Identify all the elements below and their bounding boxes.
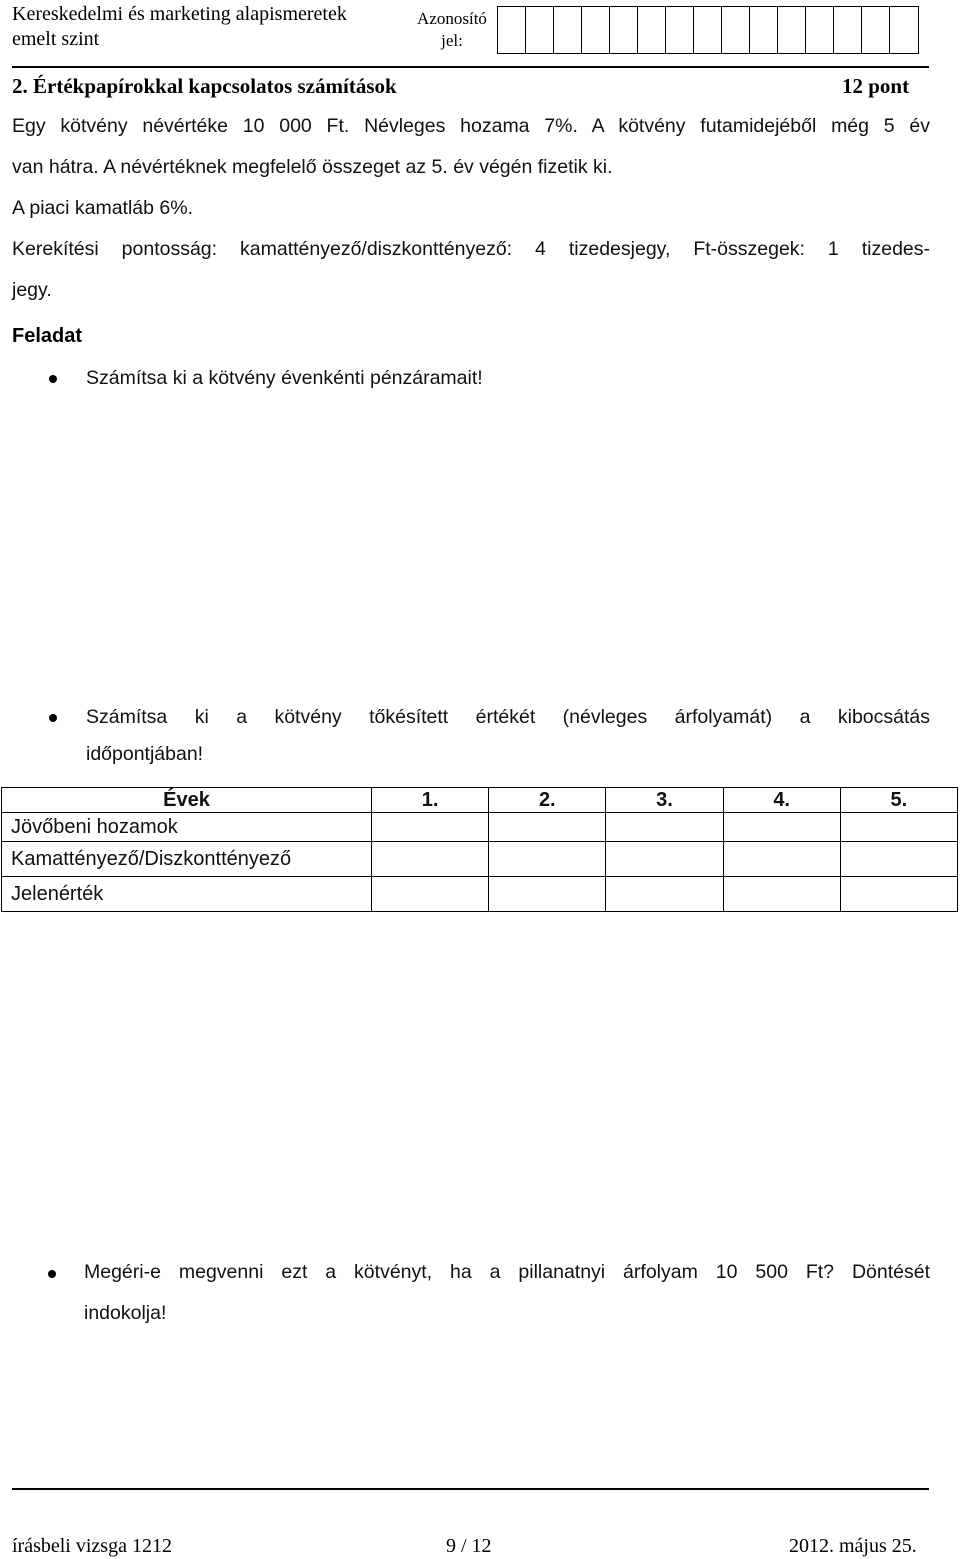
id-digit-box[interactable] (778, 7, 806, 53)
footer-page-number: 9 / 12 (446, 1535, 492, 1557)
year-header: 1. (372, 788, 489, 813)
footer-exam-code: írásbeli vizsga 1212 (12, 1535, 172, 1557)
statement-line: Kerekítési pontosság: kamattényező/diszkonttényező: 4 tizedesjegy, Ft-összegek: 1 tizedes- (12, 238, 930, 260)
bullet-icon (49, 714, 57, 722)
id-code-boxes (497, 6, 919, 54)
id-digit-box[interactable] (862, 7, 890, 53)
exam-level: emelt szint (12, 28, 100, 50)
id-digit-box[interactable] (610, 7, 638, 53)
year-header: 5. (840, 788, 957, 813)
id-digit-box[interactable] (694, 7, 722, 53)
id-label-line2: jel: (441, 31, 463, 50)
bullet-icon (48, 1270, 56, 1278)
id-digit-box[interactable] (834, 7, 862, 53)
table-row (2, 842, 958, 877)
task-1: Számítsa ki a kötvény évenkénti pénzáramait! (86, 367, 483, 389)
answer-cell[interactable] (489, 877, 606, 912)
year-header: 3. (606, 788, 723, 813)
statement-line: Egy kötvény névértéke 10 000 Ft. Névleges hozama 7%. A kötvény futamidejéből még 5 év (12, 115, 930, 137)
task-2-line: Számítsa ki a kötvény tőkésített értékét (névleges árfolyamát) a kibocsátás (86, 706, 930, 728)
answer-cell[interactable] (840, 813, 957, 842)
statement-line: van hátra. A névértéknek megfelelő összeget az 5. év végén fizetik ki. (12, 156, 613, 178)
answer-cell[interactable] (606, 842, 723, 877)
answer-cell[interactable] (723, 813, 840, 842)
id-digit-box[interactable] (722, 7, 750, 53)
header-divider (12, 66, 929, 68)
year-header: 2. (489, 788, 606, 813)
answer-cell[interactable] (606, 877, 723, 912)
answer-cell[interactable] (372, 877, 489, 912)
id-digit-box[interactable] (890, 7, 918, 53)
cashflow-table (1, 787, 958, 912)
id-digit-box[interactable] (526, 7, 554, 53)
id-digit-box[interactable] (750, 7, 778, 53)
problem-statement (12, 106, 930, 311)
answer-cell[interactable] (840, 877, 957, 912)
table-header-row (2, 788, 958, 813)
row-label: Kamattényező/Diszkonttényező (2, 842, 372, 877)
answer-cell[interactable] (840, 842, 957, 877)
exam-subject: Kereskedelmi és marketing alapismeretek (12, 3, 347, 25)
id-digit-box[interactable] (554, 7, 582, 53)
statement-line: jegy. (12, 279, 52, 301)
footer-date: 2012. május 25. (789, 1535, 917, 1557)
exam-subject-header (12, 2, 347, 52)
id-digit-box[interactable] (666, 7, 694, 53)
footer-divider (12, 1488, 929, 1490)
answer-cell[interactable] (606, 813, 723, 842)
answer-cell[interactable] (372, 813, 489, 842)
table-header-label: Évek (2, 788, 372, 813)
id-digit-box[interactable] (582, 7, 610, 53)
section-points: 12 pont (842, 74, 910, 98)
statement-line: A piaci kamatláb 6%. (12, 197, 194, 219)
answer-cell[interactable] (489, 842, 606, 877)
answer-cell[interactable] (723, 877, 840, 912)
id-label-line1: Azonosító (417, 9, 487, 28)
answer-cell[interactable] (723, 842, 840, 877)
section-title: 2. Értékpapírokkal kapcsolatos számítások (12, 74, 397, 98)
task-2-line: időpontjában! (86, 743, 204, 765)
row-label: Jövőbeni hozamok (2, 813, 372, 842)
table-row (2, 877, 958, 912)
year-header: 4. (723, 788, 840, 813)
task-2 (86, 697, 930, 771)
task-3-line: indokolja! (84, 1302, 167, 1324)
id-label (413, 8, 491, 52)
task-3-line: Megéri-e megvenni ezt a kötvényt, ha a pillanatnyi árfolyam 10 500 Ft? Döntését (84, 1261, 930, 1283)
task-3 (84, 1252, 930, 1334)
answer-cell[interactable] (372, 842, 489, 877)
id-digit-box[interactable] (498, 7, 526, 53)
row-label: Jelenérték (2, 877, 372, 912)
task-heading: Feladat (12, 325, 83, 347)
table-row (2, 813, 958, 842)
id-digit-box[interactable] (806, 7, 834, 53)
answer-cell[interactable] (489, 813, 606, 842)
bullet-icon (49, 375, 57, 383)
id-digit-box[interactable] (638, 7, 666, 53)
